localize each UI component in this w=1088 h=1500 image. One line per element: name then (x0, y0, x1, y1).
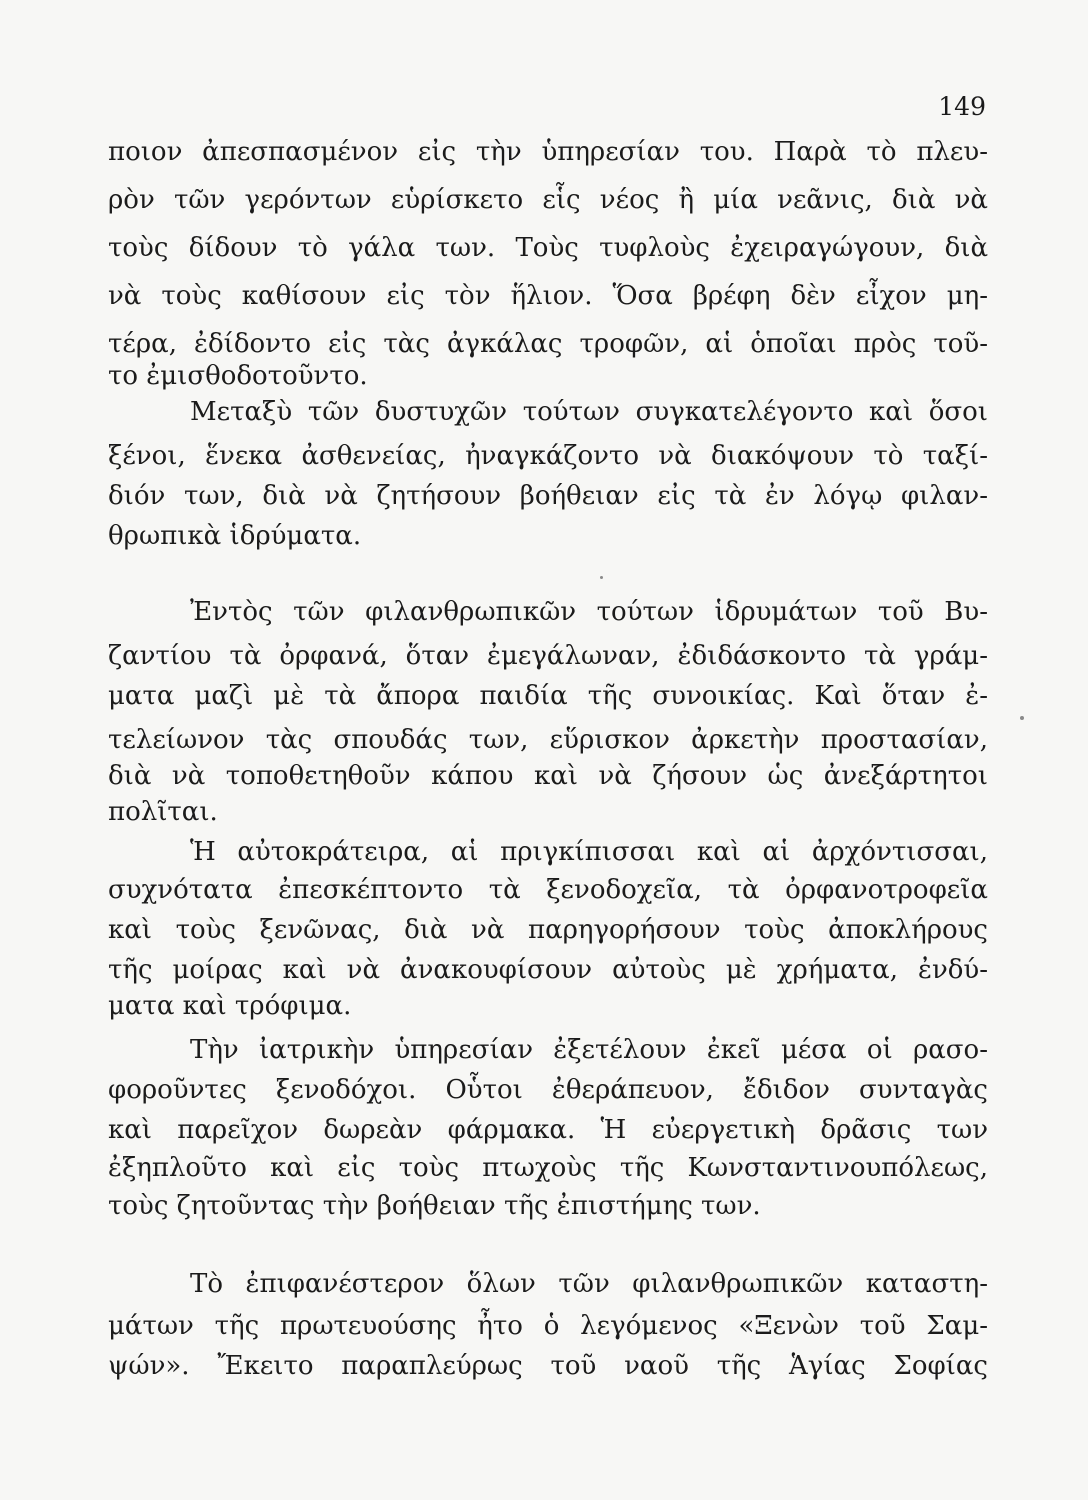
paragraph-1-line-6: το ἐμισθοδοτοῦντο. (108, 361, 368, 391)
print-speck (600, 576, 603, 579)
print-speck (1020, 716, 1024, 720)
paragraph-3-line-3: ματα μαζὶ μὲ τὰ ἄπορα παιδία τῆς συνοικίας. Καὶ ὅταν ἐ- (108, 681, 988, 711)
paragraph-3-line-6: πολῖται. (108, 797, 218, 827)
paragraph-4-line-5: ματα καὶ τρόφιμα. (108, 991, 352, 1021)
paragraph-5-line-3: καὶ παρεῖχον δωρεὰν φάρμακα. Ἡ εὐεργετικὴ δρᾶσις των (108, 1115, 988, 1145)
paragraph-1-line-2: ρὸν τῶν γερόντων εὑρίσκετο εἷς νέος ἢ μία νεᾶνις, διὰ νὰ (108, 185, 988, 215)
paragraph-2-line-4: θρωπικὰ ἱδρύματα. (108, 521, 362, 551)
paragraph-3-line-2: ζαντίου τὰ ὀρφανά, ὅταν ἐμεγάλωναν, ἐδιδάσκοντο τὰ γράμ- (108, 641, 988, 671)
paragraph-4-line-2: συχνότατα ἐπεσκέπτοντο τὰ ξενοδοχεῖα, τὰ ὀρφανοτροφεῖα (108, 875, 988, 905)
paragraph-1-line-5: τέρα, ἐδίδοντο εἰς τὰς ἀγκάλας τροφῶν, αἱ ὁποῖαι πρὸς τοῦ- (108, 329, 988, 359)
page-number: 149 (938, 92, 986, 121)
paragraph-3-line-5: διὰ νὰ τοποθετηθοῦν κάπου καὶ νὰ ζήσουν ὡς ἀνεξάρτητοι (108, 761, 988, 791)
paragraph-4-line-4: τῆς μοίρας καὶ νὰ ἀνακουφίσουν αὐτοὺς μὲ χρήματα, ἐνδύ- (108, 955, 988, 985)
paragraph-3-line-1: Ἐντὸς τῶν φιλανθρωπικῶν τούτων ἱδρυμάτων τοῦ Βυ- (190, 597, 988, 627)
paragraph-1-line-1: ποιον ἀπεσπασμένον εἰς τὴν ὑπηρεσίαν του. Παρὰ τὸ πλευ- (108, 137, 988, 167)
paragraph-1-line-3: τοὺς δίδουν τὸ γάλα των. Τοὺς τυφλοὺς ἐχειραγώγουν, διὰ (108, 233, 988, 263)
paragraph-5-line-5: τοὺς ζητοῦντας τὴν βοήθειαν τῆς ἐπιστήμης των. (108, 1191, 761, 1221)
paragraph-3-line-4: τελείωνον τὰς σπουδάς των, εὕρισκον ἀρκετὴν προστασίαν, (108, 725, 988, 755)
paragraph-5-line-4: ἐξηπλοῦτο καὶ εἰς τοὺς πτωχοὺς τῆς Κωνσταντινουπόλεως, (108, 1153, 988, 1183)
paragraph-1-line-4: νὰ τοὺς καθίσουν εἰς τὸν ἥλιον. Ὅσα βρέφη δὲν εἶχον μη- (108, 281, 988, 311)
paragraph-6-line-3: ψών». Ἔκειτο παραπλεύρως τοῦ ναοῦ τῆς Ἁγίας Σοφίας (108, 1351, 988, 1381)
paragraph-5-line-1: Τὴν ἰατρικὴν ὑπηρεσίαν ἐξετέλουν ἐκεῖ μέσα οἱ ρασο- (190, 1035, 988, 1065)
paragraph-4-line-1: Ἡ αὐτοκράτειρα, αἱ πριγκίπισσαι καὶ αἱ ἀρχόντισσαι, (190, 837, 988, 867)
paragraph-4-line-3: καὶ τοὺς ξενῶνας, διὰ νὰ παρηγορήσουν τοὺς ἀποκλήρους (108, 915, 988, 945)
paragraph-5-line-2: φοροῦντες ξενοδόχοι. Οὗτοι ἐθεράπευον, ἔδιδον συνταγὰς (108, 1075, 988, 1105)
paragraph-6-line-2: μάτων τῆς πρωτευούσης ἦτο ὁ λεγόμενος «Ξενὼν τοῦ Σαμ- (108, 1311, 988, 1341)
paragraph-6-line-1: Τὸ ἐπιφανέστερον ὅλων τῶν φιλανθρωπικῶν καταστη- (190, 1269, 988, 1299)
paragraph-2-line-1: Μεταξὺ τῶν δυστυχῶν τούτων συγκατελέγοντο καὶ ὅσοι (190, 397, 988, 427)
paragraph-2-line-3: διόν των, διὰ νὰ ζητήσουν βοήθειαν εἰς τὰ ἐν λόγῳ φιλαν- (108, 481, 988, 511)
paragraph-2-line-2: ξένοι, ἕνεκα ἀσθενείας, ἠναγκάζοντο νὰ διακόψουν τὸ ταξί- (108, 441, 988, 471)
